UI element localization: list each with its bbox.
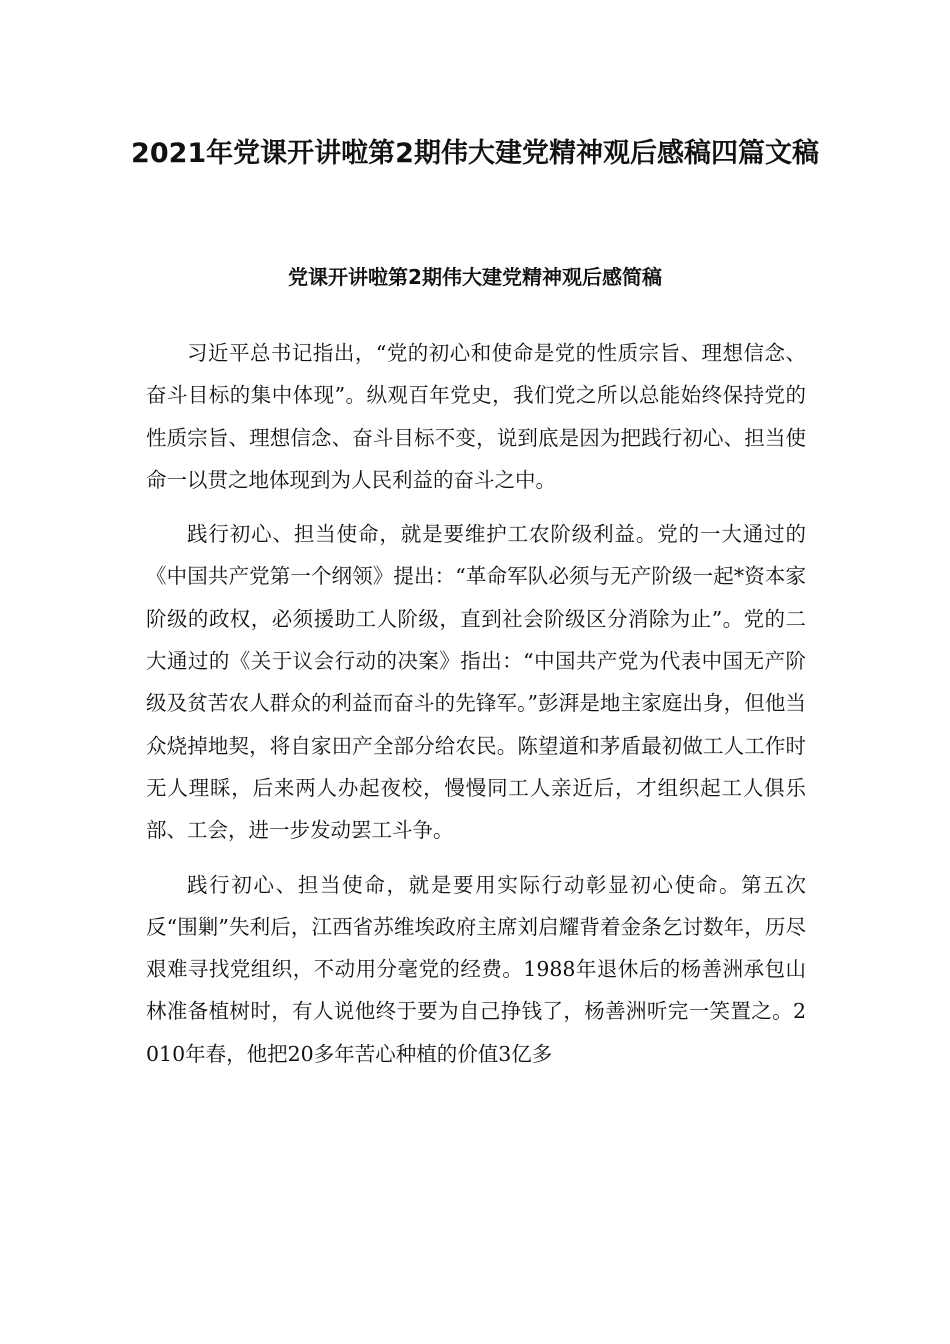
paragraph: 习近平总书记指出，“党的初心和使命是党的性质宗旨、理想信念、奋斗目标的集中体现”。纵观百年党史，我们党之所以总能始终保持党的性质宗旨、理想信念、奋斗目标不变，说到底是因为把践行初心、担当使命一以贯之地体现到为人民利益的奋斗之中。: [146, 341, 806, 492]
document-title: 2021年党课开讲啦第2期伟大建党精神观后感稿四篇文稿: [131, 138, 819, 169]
document-body: [146, 332, 806, 1087]
section-title: 党课开讲啦第2期伟大建党精神观后感简稿: [288, 265, 662, 289]
paragraph: 践行初心、担当使命，就是要用实际行动彰显初心使命。第五次反“围剿”失利后，江西省苏维埃政府主席刘启耀背着金条乞讨数年，历尽艰难寻找党组织，不动用分毫党的经费。1988年退休后的杨善洲承包山林准备植树时，有人说他终于要为自己挣钱了，杨善洲听完一笑置之。2010年春，他把20多年苦心种植的价值3亿多: [146, 872, 806, 1066]
paragraph: 践行初心、担当使命，就是要维护工农阶级利益。党的一大通过的《中国共产党第一个纲领》提出：“革命军队必须与无产阶级一起*资本家阶级的政权，必须援助工人阶级，直到社会阶级区分消除为止”。党的二大通过的《关于议会行动的决案》指出：“中国共产党为代表中国无产阶级及贫苦农人群众的利益而奋斗的先锋军。”彭湃是地主家庭出身，但他当众烧掉地契，将自家田产全部分给农民。陈望道和茅盾最初做工人工作时无人理睬，后来两人办起夜校，慢慢同工人亲近后，才组织起工人俱乐部、工会，进一步发动罢工斗争。: [146, 522, 806, 843]
